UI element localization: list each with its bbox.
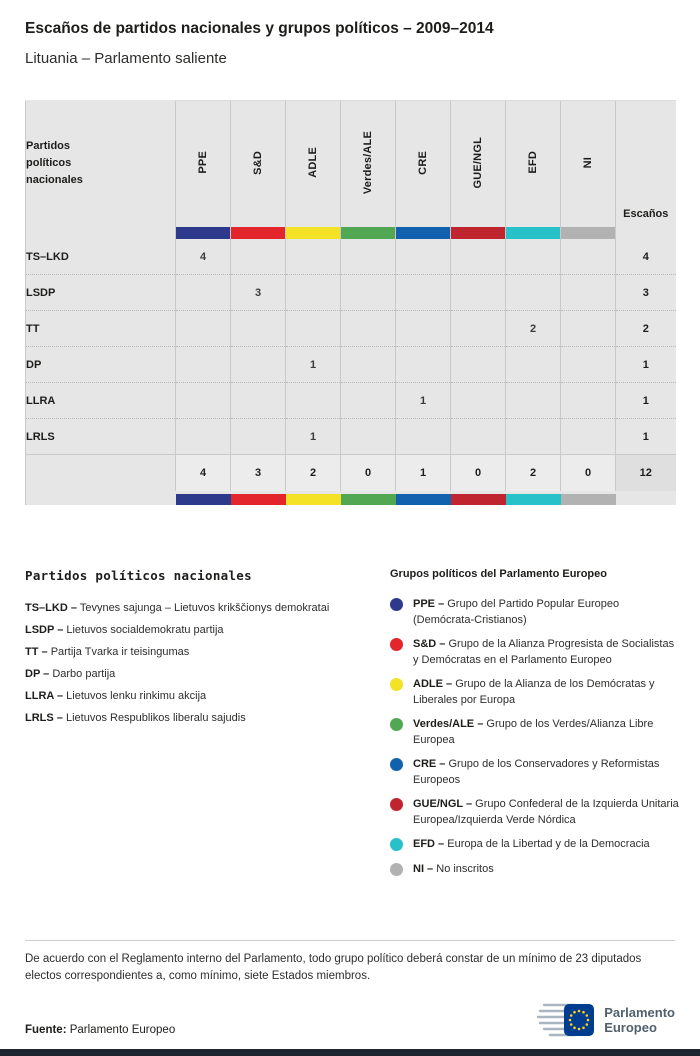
verdes-ale-color-bar	[341, 227, 395, 239]
gue-ngl-color-bar	[451, 227, 505, 239]
legend-parties-title: Partidos políticos nacionales	[25, 568, 252, 583]
ep-logo-wordmark: Parlamento Europeo	[604, 1005, 675, 1035]
ep-logo-icon	[537, 998, 595, 1042]
total-cell: 3	[231, 455, 286, 492]
table-cell	[341, 419, 396, 455]
table-cell	[176, 419, 231, 455]
column-header-ppe: PPE	[176, 101, 231, 228]
table-cell	[396, 275, 451, 311]
ppe-color-bar	[176, 227, 230, 239]
table-cell	[396, 239, 451, 275]
legend-party-item: LLRA – Lietuvos lenku rinkimu akcija	[25, 690, 207, 702]
total-cell: 0	[341, 455, 396, 492]
table-header-row	[26, 101, 676, 228]
seats-value: 1	[616, 347, 676, 383]
footer-divider	[25, 940, 675, 941]
table-cell	[176, 311, 231, 347]
sd-color-bar	[231, 227, 285, 239]
adle-color-bar	[286, 494, 341, 505]
total-seats: 12	[616, 455, 676, 492]
page-title: Escaños de partidos nacionales y grupos políticos – 2009–2014	[25, 20, 494, 37]
table-cell	[231, 347, 286, 383]
corner-label: Partidos políticos nacionales	[26, 140, 83, 187]
table-cell	[341, 383, 396, 419]
sd-color-bar	[231, 494, 286, 505]
table-cell	[506, 347, 561, 383]
column-header-cre: CRE	[396, 101, 451, 228]
group-color-bars-row	[26, 227, 676, 239]
party-name: DP	[26, 347, 176, 383]
efd-color-bar	[506, 227, 560, 239]
total-cell: 4	[176, 455, 231, 492]
table-cell: 4	[176, 239, 231, 275]
footer-note: De acuerdo con el Reglamento interno del Parlamento, todo grupo político deberá constar de un mínimo de 23 diputados electos correspondientes a, como mínimo, siete Estados miembros.	[25, 953, 642, 982]
table-cell	[561, 311, 616, 347]
ni-color-bar	[561, 494, 616, 505]
efd-color-dot	[390, 838, 403, 851]
legend-party-item: TS–LKD – Tevynes sajunga – Lietuvos krikščionys demokratai	[25, 602, 330, 614]
verdes-ale-color-dot	[390, 718, 403, 731]
totals-label-cell	[26, 455, 176, 492]
source-line: Fuente: Parlamento Europeo	[25, 1024, 176, 1036]
party-name: LSDP	[26, 275, 176, 311]
cre-color-bar	[396, 494, 451, 505]
table-cell	[396, 347, 451, 383]
sd-color-dot	[390, 638, 403, 651]
table-cell	[341, 311, 396, 347]
table-cell	[286, 383, 341, 419]
spacer-cell	[616, 491, 676, 505]
ni-color-dot	[390, 863, 403, 876]
efd-color-bar	[506, 494, 561, 505]
verdes-ale-color-bar	[341, 494, 396, 505]
legend-group-item: ADLE – Grupo de la Alianza de los Demócratas y Liberales por Europa	[390, 677, 680, 708]
table-cell	[451, 275, 506, 311]
table-cell	[341, 239, 396, 275]
seats-value: 2	[616, 311, 676, 347]
seats-value: 1	[616, 419, 676, 455]
table-cell	[451, 419, 506, 455]
column-header-ni: NI	[561, 101, 616, 228]
spacer-cell	[26, 491, 176, 505]
table-cell	[451, 347, 506, 383]
table-cell: 1	[286, 419, 341, 455]
table-cell: 2	[506, 311, 561, 347]
corner-header	[26, 101, 176, 228]
legend-party-item: DP – Darbo partija	[25, 668, 116, 680]
table-cell	[341, 347, 396, 383]
total-cell: 2	[286, 455, 341, 492]
gue-ngl-color-bar	[451, 494, 506, 505]
total-cell: 2	[506, 455, 561, 492]
page-subtitle: Lituania – Parlamento saliente	[25, 50, 227, 67]
bottom-color-bars-row	[26, 491, 676, 505]
parlamento-europeo-logo	[537, 998, 675, 1042]
table-cell	[396, 419, 451, 455]
seats-value: 3	[616, 275, 676, 311]
seats-value: 1	[616, 383, 676, 419]
column-header-seats: Escaños	[616, 101, 676, 228]
table-cell	[176, 347, 231, 383]
total-cell: 0	[561, 455, 616, 492]
legend-party-item: LRLS – Lietuvos Respublikos liberalu sajudis	[25, 712, 246, 724]
ni-color-bar	[561, 227, 615, 239]
party-name: LLRA	[26, 383, 176, 419]
table-cell	[286, 275, 341, 311]
table-row-tt	[26, 311, 676, 347]
ppe-color-dot	[390, 598, 403, 611]
table-cell	[231, 383, 286, 419]
legend-group-item: GUE/NGL – Grupo Confederal de la Izquierda Unitaria Europea/Izquierda Verde Nórdica	[390, 797, 680, 828]
total-cell: 0	[451, 455, 506, 492]
party-name: TS–LKD	[26, 250, 69, 263]
cre-color-bar	[396, 227, 450, 239]
column-header-adle: ADLE	[286, 101, 341, 228]
table-cell	[561, 419, 616, 455]
table-row-llra	[26, 383, 676, 419]
table-row-dp	[26, 347, 676, 383]
table-row-lsdp	[26, 275, 676, 311]
legend-group-item: CRE – Grupo de los Conservadores y Reformistas Europeos	[390, 757, 680, 788]
table-cell	[231, 239, 286, 275]
legend-party-item: LSDP – Lietuvos socialdemokratu partija	[25, 624, 224, 636]
column-header-sd: S&D	[231, 101, 286, 228]
table-row-ts-lkd	[26, 239, 676, 275]
adle-color-dot	[390, 678, 403, 691]
table-cell	[176, 383, 231, 419]
column-header-gue-ngl: GUE/NGL	[451, 101, 506, 228]
seats-table	[25, 100, 676, 505]
ppe-color-bar	[176, 494, 231, 505]
legend-national-parties	[25, 568, 373, 729]
legend-political-groups	[390, 568, 680, 886]
table-cell	[396, 311, 451, 347]
party-name: TT	[26, 311, 176, 347]
table-cell	[506, 275, 561, 311]
legend-group-item: EFD – Europa de la Libertad y de la Democracia	[390, 837, 680, 853]
seats-column-fill	[616, 227, 676, 239]
table-cell	[451, 383, 506, 419]
table-cell	[231, 311, 286, 347]
table-cell	[506, 239, 561, 275]
table-cell	[561, 383, 616, 419]
table-cell	[451, 311, 506, 347]
legend-group-item: PPE – Grupo del Partido Popular Europeo (Demócrata-Cristianos)	[390, 597, 680, 628]
table-cell	[506, 419, 561, 455]
table-cell: 1	[286, 347, 341, 383]
legend-party-item: TT – Partija Tvarka ir teisingumas	[25, 646, 190, 658]
table-cell	[286, 311, 341, 347]
column-header-verdes-ale: Verdes/ALE	[341, 101, 396, 228]
table-cell: 3	[231, 275, 286, 311]
table-cell	[341, 275, 396, 311]
adle-color-bar	[286, 227, 340, 239]
table-cell	[451, 239, 506, 275]
table-cell	[561, 347, 616, 383]
seats-value: 4	[616, 239, 676, 275]
table-cell	[506, 383, 561, 419]
spacer-cell	[26, 227, 176, 239]
table-cell: 1	[396, 383, 451, 419]
bottom-border-bar	[0, 1049, 700, 1056]
party-name: LRLS	[26, 419, 176, 455]
table-cell	[286, 239, 341, 275]
table-cell	[561, 239, 616, 275]
total-cell: 1	[396, 455, 451, 492]
table-cell	[231, 419, 286, 455]
totals-row	[26, 455, 676, 492]
cre-color-dot	[390, 758, 403, 771]
legend-group-item: NI – No inscritos	[390, 862, 680, 878]
legend-group-item: Verdes/ALE – Grupo de los Verdes/Alianza Libre Europea	[390, 717, 680, 748]
table-row-lrls	[26, 419, 676, 455]
gue-ngl-color-dot	[390, 798, 403, 811]
table-cell	[176, 275, 231, 311]
legend-groups-title: Grupos políticos del Parlamento Europeo	[390, 568, 607, 580]
column-header-efd: EFD	[506, 101, 561, 228]
legend-group-item: S&D – Grupo de la Alianza Progresista de Socialistas y Demócratas en el Parlamento Europeo	[390, 637, 680, 668]
table-cell	[561, 275, 616, 311]
